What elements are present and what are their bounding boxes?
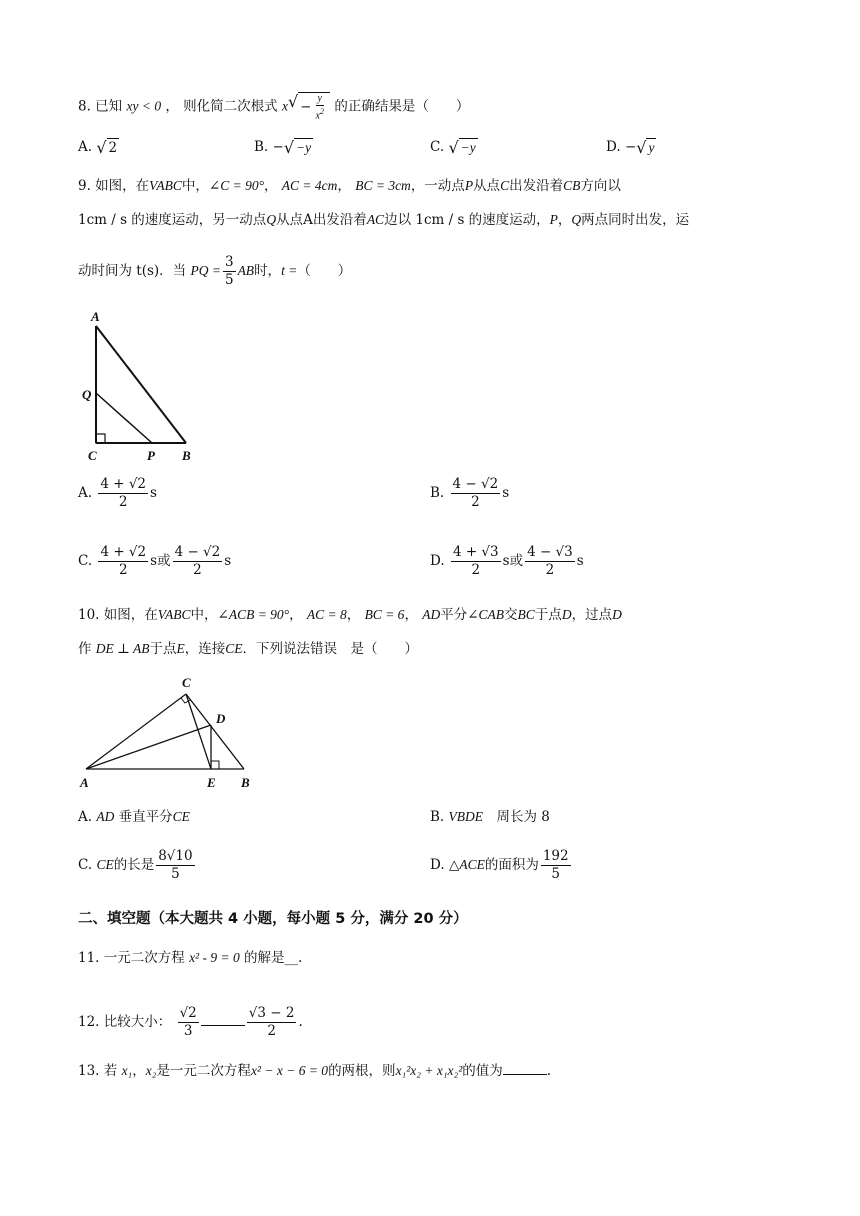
option-prefix: −: [272, 139, 284, 155]
frac-num: 8√10: [158, 848, 193, 864]
q9-line1: 9. 如图，在VABC中，∠C = 90°， AC = 4cm， BC = 3cm，一动点P从点C出发沿着CB方向以: [78, 178, 621, 194]
q8-fraction: [313, 93, 326, 122]
segment-ce-line: [186, 694, 211, 769]
option-term: VBDE: [448, 809, 484, 824]
segment-ab-line: [96, 326, 186, 443]
frac-num: 4 + √2: [100, 544, 147, 560]
option-text: 的长是: [113, 857, 155, 873]
text: 从点: [473, 178, 501, 194]
text: 交: [504, 607, 518, 623]
bc-length: BC = 6: [364, 607, 405, 622]
equation: x² − x − 6 = 0: [250, 1063, 329, 1078]
point-p: P: [549, 212, 558, 227]
frac-num: 4 + √2: [100, 476, 147, 492]
segment-ac: AC: [366, 212, 385, 227]
text: .: [546, 1063, 552, 1079]
t-expr: t =: [281, 263, 298, 278]
or-word: 或: [157, 553, 171, 569]
text: 10. 如图，在: [78, 607, 158, 623]
text: 边以 1cm / s 的速度运动，: [384, 212, 550, 228]
label-c: C: [88, 448, 97, 463]
text: ，: [132, 1063, 146, 1079]
q8-text: ， 则化简二次根式: [165, 98, 278, 115]
segment-ad: AD: [422, 607, 441, 622]
segment-bc: BC: [517, 607, 535, 622]
option-term: CE: [172, 809, 190, 824]
label-e: E: [207, 775, 216, 790]
q10-option-b: [430, 807, 550, 827]
answer-blank[interactable]: [201, 1025, 245, 1026]
angle-acb: ∠ACB = 90°: [217, 607, 290, 622]
pq-expr: PQ =: [190, 263, 221, 278]
text: 13. 若: [78, 1063, 118, 1079]
option-label: D.: [606, 139, 621, 155]
frac-num: 4 + √3: [452, 544, 499, 560]
text: ，连接: [184, 641, 226, 657]
text: 从点: [276, 212, 304, 228]
q11: [78, 948, 302, 968]
option-value: −y: [294, 138, 313, 158]
frac-den: 2: [118, 562, 128, 578]
right-angle-mark: [96, 434, 105, 443]
text: 方向以: [580, 178, 621, 194]
unit: s: [150, 485, 157, 501]
text: 于点: [149, 641, 177, 657]
text: ，一动点: [410, 178, 465, 194]
option-value: −y: [459, 138, 478, 158]
option-term: AD: [96, 809, 115, 824]
label-p: P: [147, 448, 155, 463]
q9-line3: [78, 254, 351, 289]
q8-stem: [78, 92, 469, 122]
option-label: C.: [430, 139, 445, 155]
figure-q10: [78, 674, 268, 794]
text: 11. 一元二次方程: [78, 950, 185, 966]
frac-den: 2: [118, 494, 128, 510]
frac-num: √2: [179, 1005, 197, 1021]
unit: s: [502, 485, 510, 501]
text: 于点: [534, 607, 562, 623]
text: 是一元二次方程: [156, 1063, 251, 1079]
option-label: C.: [78, 553, 93, 569]
text: 出发沿着: [509, 178, 564, 194]
unit: s: [576, 553, 584, 569]
option-term: CE: [96, 857, 114, 872]
label-a: A: [91, 309, 100, 324]
q8-option-a: A. √ 2: [78, 137, 118, 157]
segment-ad-line: [86, 725, 211, 769]
frac-den: 2: [545, 562, 555, 578]
q10-line2: [78, 639, 418, 659]
option-label: B.: [254, 139, 269, 155]
point-q: Q: [266, 212, 277, 227]
option-prefix: −: [624, 139, 637, 155]
label-a: A: [80, 775, 89, 790]
q8-text: 的正确结果是（ ）: [334, 98, 470, 115]
point-q: Q: [571, 212, 582, 227]
q10-line1: 10. 如图，在VABC中，∠ACB = 90°， AC = 8， BC = 6， AD平分∠CAB交BC于点D，过点D: [78, 607, 622, 623]
frac-den: 2: [267, 1023, 276, 1039]
text: 的两根，则: [328, 1063, 396, 1079]
figure-q9: [78, 306, 208, 466]
frac-den: 2: [471, 494, 480, 510]
option-label: D.: [430, 553, 445, 569]
q8-frac-den: $x^2$: [315, 107, 325, 122]
root-x1: x₁: [121, 1063, 133, 1078]
q9-option-d: [430, 544, 584, 579]
text: ，: [557, 212, 572, 228]
text: ．下列说法错误 是（ ）: [242, 641, 419, 657]
segment-ab: AB: [237, 263, 255, 278]
q12: [78, 1005, 303, 1040]
frac-num: 4 − √2: [452, 476, 499, 492]
q8-frac-num: y: [317, 93, 322, 104]
ac-length: AC = 8: [306, 607, 347, 622]
option-label: C.: [78, 857, 93, 873]
frac-den: 2: [471, 562, 481, 578]
text: ，过点: [571, 607, 613, 623]
option-label: B.: [430, 485, 445, 501]
right-angle-mark-e: [211, 761, 219, 769]
q9-option-b: [430, 476, 509, 511]
text: 中，: [190, 607, 218, 623]
text: 两点同时出发，运: [581, 212, 690, 228]
q10-option-a: [78, 807, 190, 827]
fraction-3-5: [223, 254, 236, 289]
option-term: △ACE: [448, 857, 485, 872]
perp-expr: DE ⊥ AB: [95, 641, 150, 656]
text: .: [298, 1014, 303, 1030]
q8-frac-den-x: x: [315, 110, 320, 122]
option-label: D.: [430, 857, 445, 873]
q8-text: 8. 已知: [78, 98, 123, 115]
frac-den: 5: [171, 866, 180, 882]
frac-num: 3: [224, 254, 234, 270]
ac-length: AC = 4cm: [281, 178, 338, 193]
triangle-abc: VABC: [149, 178, 182, 193]
option-label: A.: [78, 809, 93, 825]
text: 12. 比较大小：: [78, 1014, 172, 1030]
frac-den: 3: [183, 1023, 193, 1039]
root-x2: x₂: [145, 1063, 157, 1078]
frac-num: 4 − √2: [174, 544, 221, 560]
text: 9. 如图，在: [78, 178, 150, 194]
option-text: 垂直平分: [118, 809, 173, 825]
label-q: Q: [82, 387, 92, 402]
text: 平分: [440, 607, 468, 623]
option-label: B.: [430, 809, 445, 825]
segment-cb: CB: [563, 178, 581, 193]
angle-cab: ∠CAB: [467, 607, 505, 622]
option-value: 2: [108, 139, 118, 156]
text: （ ）: [297, 263, 352, 279]
unit: s: [224, 553, 232, 569]
equation: x² - 9 = 0: [189, 950, 240, 965]
text: 的解是__.: [244, 950, 303, 966]
label-b: B: [241, 775, 250, 790]
q13: [78, 1061, 551, 1081]
bc-length: BC = 3cm: [355, 178, 411, 193]
frac-den: 2: [193, 562, 202, 578]
unit: s: [502, 553, 510, 569]
q9-option-a: [78, 476, 157, 511]
label-b: B: [182, 448, 191, 463]
q8-condition: xy < 0: [126, 98, 162, 114]
label-c: C: [182, 675, 191, 690]
option-label: A.: [78, 139, 93, 155]
text: 动时间为 t(s)．当: [78, 263, 187, 279]
point-d: D: [561, 607, 572, 622]
section-title: 二、填空题（本大题共 4 小题，每小题 5 分，满分 20 分）: [78, 911, 468, 927]
text: 1cm / s 的速度运动，另一动点: [78, 212, 267, 228]
point-d: D: [612, 607, 622, 622]
frac-num: 192: [542, 848, 569, 864]
q10-option-c: [78, 848, 197, 883]
expression: x₁²x₂ + x₁x₂²: [395, 1063, 463, 1078]
segment-cb-line: [186, 694, 244, 769]
text: 的值为: [462, 1063, 503, 1079]
text: 时，: [254, 263, 282, 279]
segment-ce: CE: [225, 641, 243, 656]
option-text: 的面积为: [484, 857, 539, 873]
q8-radical: √ − $\frac{y}{x^2}$: [288, 92, 330, 122]
or-word: 或: [509, 553, 524, 569]
text: 作: [78, 641, 92, 657]
unit: s: [150, 553, 158, 569]
segment-ac-line: [86, 694, 186, 769]
point-e: E: [176, 641, 185, 656]
q9-line2: [78, 210, 689, 230]
option-label: A.: [78, 485, 93, 501]
q8-option-d: D. − √ y: [606, 137, 655, 157]
option-text: 周长为 8: [483, 809, 550, 825]
frac-num: √3 − 2: [248, 1005, 295, 1021]
point-p: P: [464, 178, 474, 193]
option-value: y: [646, 138, 656, 158]
text: 出发沿着: [312, 212, 367, 228]
frac-den: 5: [551, 866, 561, 882]
point-a: A: [303, 212, 313, 228]
q8-option-c: C. √ −y: [430, 137, 476, 157]
answer-blank[interactable]: [503, 1074, 547, 1075]
frac-num: 4 − √3: [527, 544, 573, 560]
label-d: D: [216, 711, 226, 726]
q8-option-b: B. − √ −y: [254, 137, 312, 157]
frac-den: 5: [224, 272, 234, 288]
triangle-abc: VABC: [157, 607, 191, 622]
q9-option-c: [78, 544, 231, 579]
angle-c: ∠C = 90°: [208, 178, 264, 193]
q8-x: x: [281, 98, 288, 114]
text: 中，: [181, 178, 209, 194]
point-c: C: [500, 178, 510, 193]
q10-option-d: [430, 848, 573, 883]
